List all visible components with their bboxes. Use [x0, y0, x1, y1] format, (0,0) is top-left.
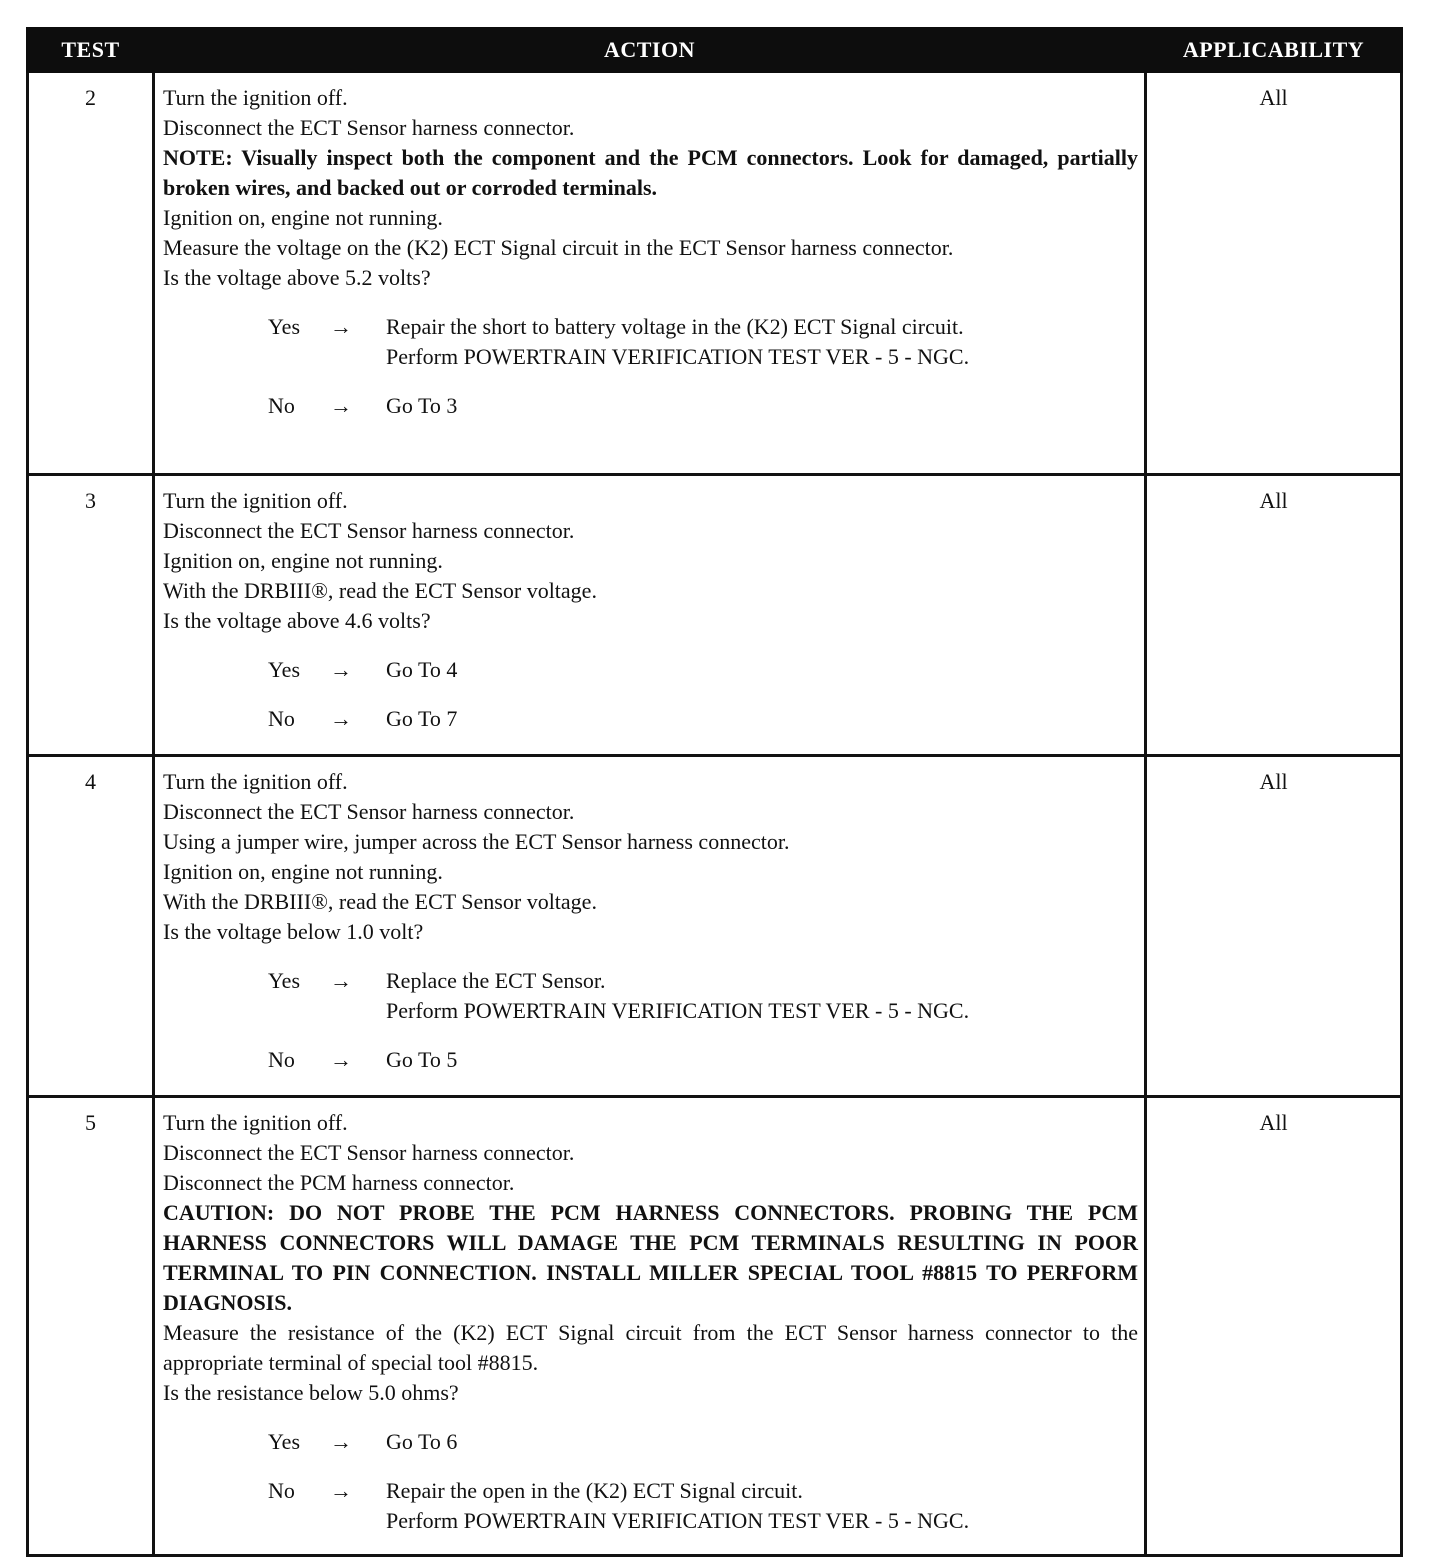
- no-result: [386, 1045, 1138, 1075]
- action-step: Disconnect the ECT Sensor harness connector.: [163, 115, 575, 140]
- action-step: Ignition on, engine not running.: [163, 548, 443, 573]
- header-action: ACTION: [154, 29, 1146, 72]
- yes-outcome: [268, 655, 1138, 685]
- action-step: Turn the ignition off.: [163, 85, 348, 110]
- question-text: Is the voltage below 1.0 volt?: [163, 919, 424, 944]
- action-step: Turn the ignition off.: [163, 488, 348, 513]
- question-text: Is the resistance below 5.0 ohms?: [163, 1380, 459, 1405]
- test-row-5: [28, 1097, 1402, 1556]
- no-outcome: [268, 1045, 1138, 1075]
- applicability-cell: All: [1146, 72, 1402, 475]
- action-cell: [154, 1097, 1146, 1556]
- no-result: [386, 1476, 1138, 1536]
- test-number: 5: [28, 1097, 154, 1556]
- action-step: Measure the resistance of the (K2) ECT Signal circuit from the ECT Sensor harness connector to the appropriate terminal of special tool #8815.: [163, 1320, 1138, 1375]
- test-number: 3: [28, 475, 154, 756]
- action-step: Using a jumper wire, jumper across the ECT Sensor harness connector.: [163, 829, 790, 854]
- result-line: Repair the open in the (K2) ECT Signal circuit.: [386, 1478, 803, 1503]
- action-cell: [154, 475, 1146, 756]
- action-cell: [154, 72, 1146, 475]
- action-step: Ignition on, engine not running.: [163, 859, 443, 884]
- yes-outcome: [268, 312, 1138, 372]
- caution-text: CAUTION: DO NOT PROBE THE PCM HARNESS CONNECTORS. PROBING THE PCM HARNESS CONNECTORS WILL DAMAGE THE PCM TERMINALS RESULTING IN POOR TERMINAL TO PIN CONNECTION. INSTALL MILLER SPECIAL TOOL #8815 TO PERFORM DIAGNOSIS.: [163, 1200, 1138, 1315]
- action-step: Disconnect the PCM harness connector.: [163, 1170, 515, 1195]
- no-label: No: [268, 393, 295, 418]
- header-applicability: APPLICABILITY: [1146, 29, 1402, 72]
- no-outcome: [268, 1476, 1138, 1536]
- question-text: Is the voltage above 5.2 volts?: [163, 265, 431, 290]
- action-step: With the DRBIII®, read the ECT Sensor voltage.: [163, 889, 597, 914]
- no-outcome: [268, 704, 1138, 734]
- result-line: Perform POWERTRAIN VERIFICATION TEST VER - 5 - NGC.: [386, 998, 970, 1023]
- test-number: 4: [28, 756, 154, 1097]
- yes-result: [386, 312, 1138, 372]
- applicability-cell: All: [1146, 756, 1402, 1097]
- result-line: Repair the short to battery voltage in the (K2) ECT Signal circuit.: [386, 314, 964, 339]
- action-step: With the DRBIII®, read the ECT Sensor voltage.: [163, 578, 597, 603]
- action-step: Disconnect the ECT Sensor harness connector.: [163, 1140, 575, 1165]
- yes-result: [386, 966, 1138, 1026]
- result-line: Go To 3: [386, 393, 458, 418]
- action-step: Measure the voltage on the (K2) ECT Signal circuit in the ECT Sensor harness connector.: [163, 235, 954, 260]
- no-label: No: [268, 1478, 295, 1503]
- result-line: Go To 4: [386, 657, 458, 682]
- test-row-2: [28, 72, 1402, 475]
- yes-result: [386, 1427, 1138, 1457]
- action-step: Ignition on, engine not running.: [163, 205, 443, 230]
- arrow-icon: →: [330, 1478, 352, 1503]
- no-outcome: [268, 391, 1138, 421]
- no-label: No: [268, 1047, 295, 1072]
- action-step: Turn the ignition off.: [163, 769, 348, 794]
- result-line: Perform POWERTRAIN VERIFICATION TEST VER - 5 - NGC.: [386, 1508, 970, 1533]
- question-text: Is the voltage above 4.6 volts?: [163, 608, 431, 633]
- action-cell: [154, 756, 1146, 1097]
- action-step: Disconnect the ECT Sensor harness connector.: [163, 799, 575, 824]
- yes-label: Yes: [268, 314, 301, 339]
- yes-outcome: [268, 1427, 1138, 1457]
- test-number: 2: [28, 72, 154, 475]
- arrow-icon: →: [330, 706, 352, 731]
- yes-result: [386, 655, 1138, 685]
- result-line: Go To 5: [386, 1047, 458, 1072]
- result-line: Go To 7: [386, 706, 458, 731]
- arrow-icon: →: [330, 393, 352, 418]
- result-line: Go To 6: [386, 1429, 458, 1454]
- arrow-icon: →: [330, 1429, 352, 1454]
- yes-label: Yes: [268, 1429, 301, 1454]
- applicability-cell: All: [1146, 475, 1402, 756]
- yes-label: Yes: [268, 968, 301, 993]
- header-test: TEST: [28, 29, 154, 72]
- yes-outcome: [268, 966, 1138, 1026]
- result-line: Perform POWERTRAIN VERIFICATION TEST VER - 5 - NGC.: [386, 344, 970, 369]
- test-row-3: [28, 475, 1402, 756]
- action-step: Turn the ignition off.: [163, 1110, 348, 1135]
- no-result: [386, 391, 1138, 421]
- arrow-icon: →: [330, 657, 352, 682]
- result-line: Replace the ECT Sensor.: [386, 968, 606, 993]
- note-text: NOTE: Visually inspect both the component and the PCM connectors. Look for damaged, partially broken wires, and backed out or corroded terminals.: [163, 145, 1138, 200]
- test-row-4: [28, 756, 1402, 1097]
- no-result: [386, 704, 1138, 734]
- action-step: Disconnect the ECT Sensor harness connector.: [163, 518, 575, 543]
- diagnostic-test-table: [26, 27, 1403, 1557]
- arrow-icon: →: [330, 314, 352, 339]
- no-label: No: [268, 706, 295, 731]
- yes-label: Yes: [268, 657, 301, 682]
- applicability-cell: All: [1146, 1097, 1402, 1556]
- arrow-icon: →: [330, 1047, 352, 1072]
- arrow-icon: →: [330, 968, 352, 993]
- header-row: [28, 29, 1402, 72]
